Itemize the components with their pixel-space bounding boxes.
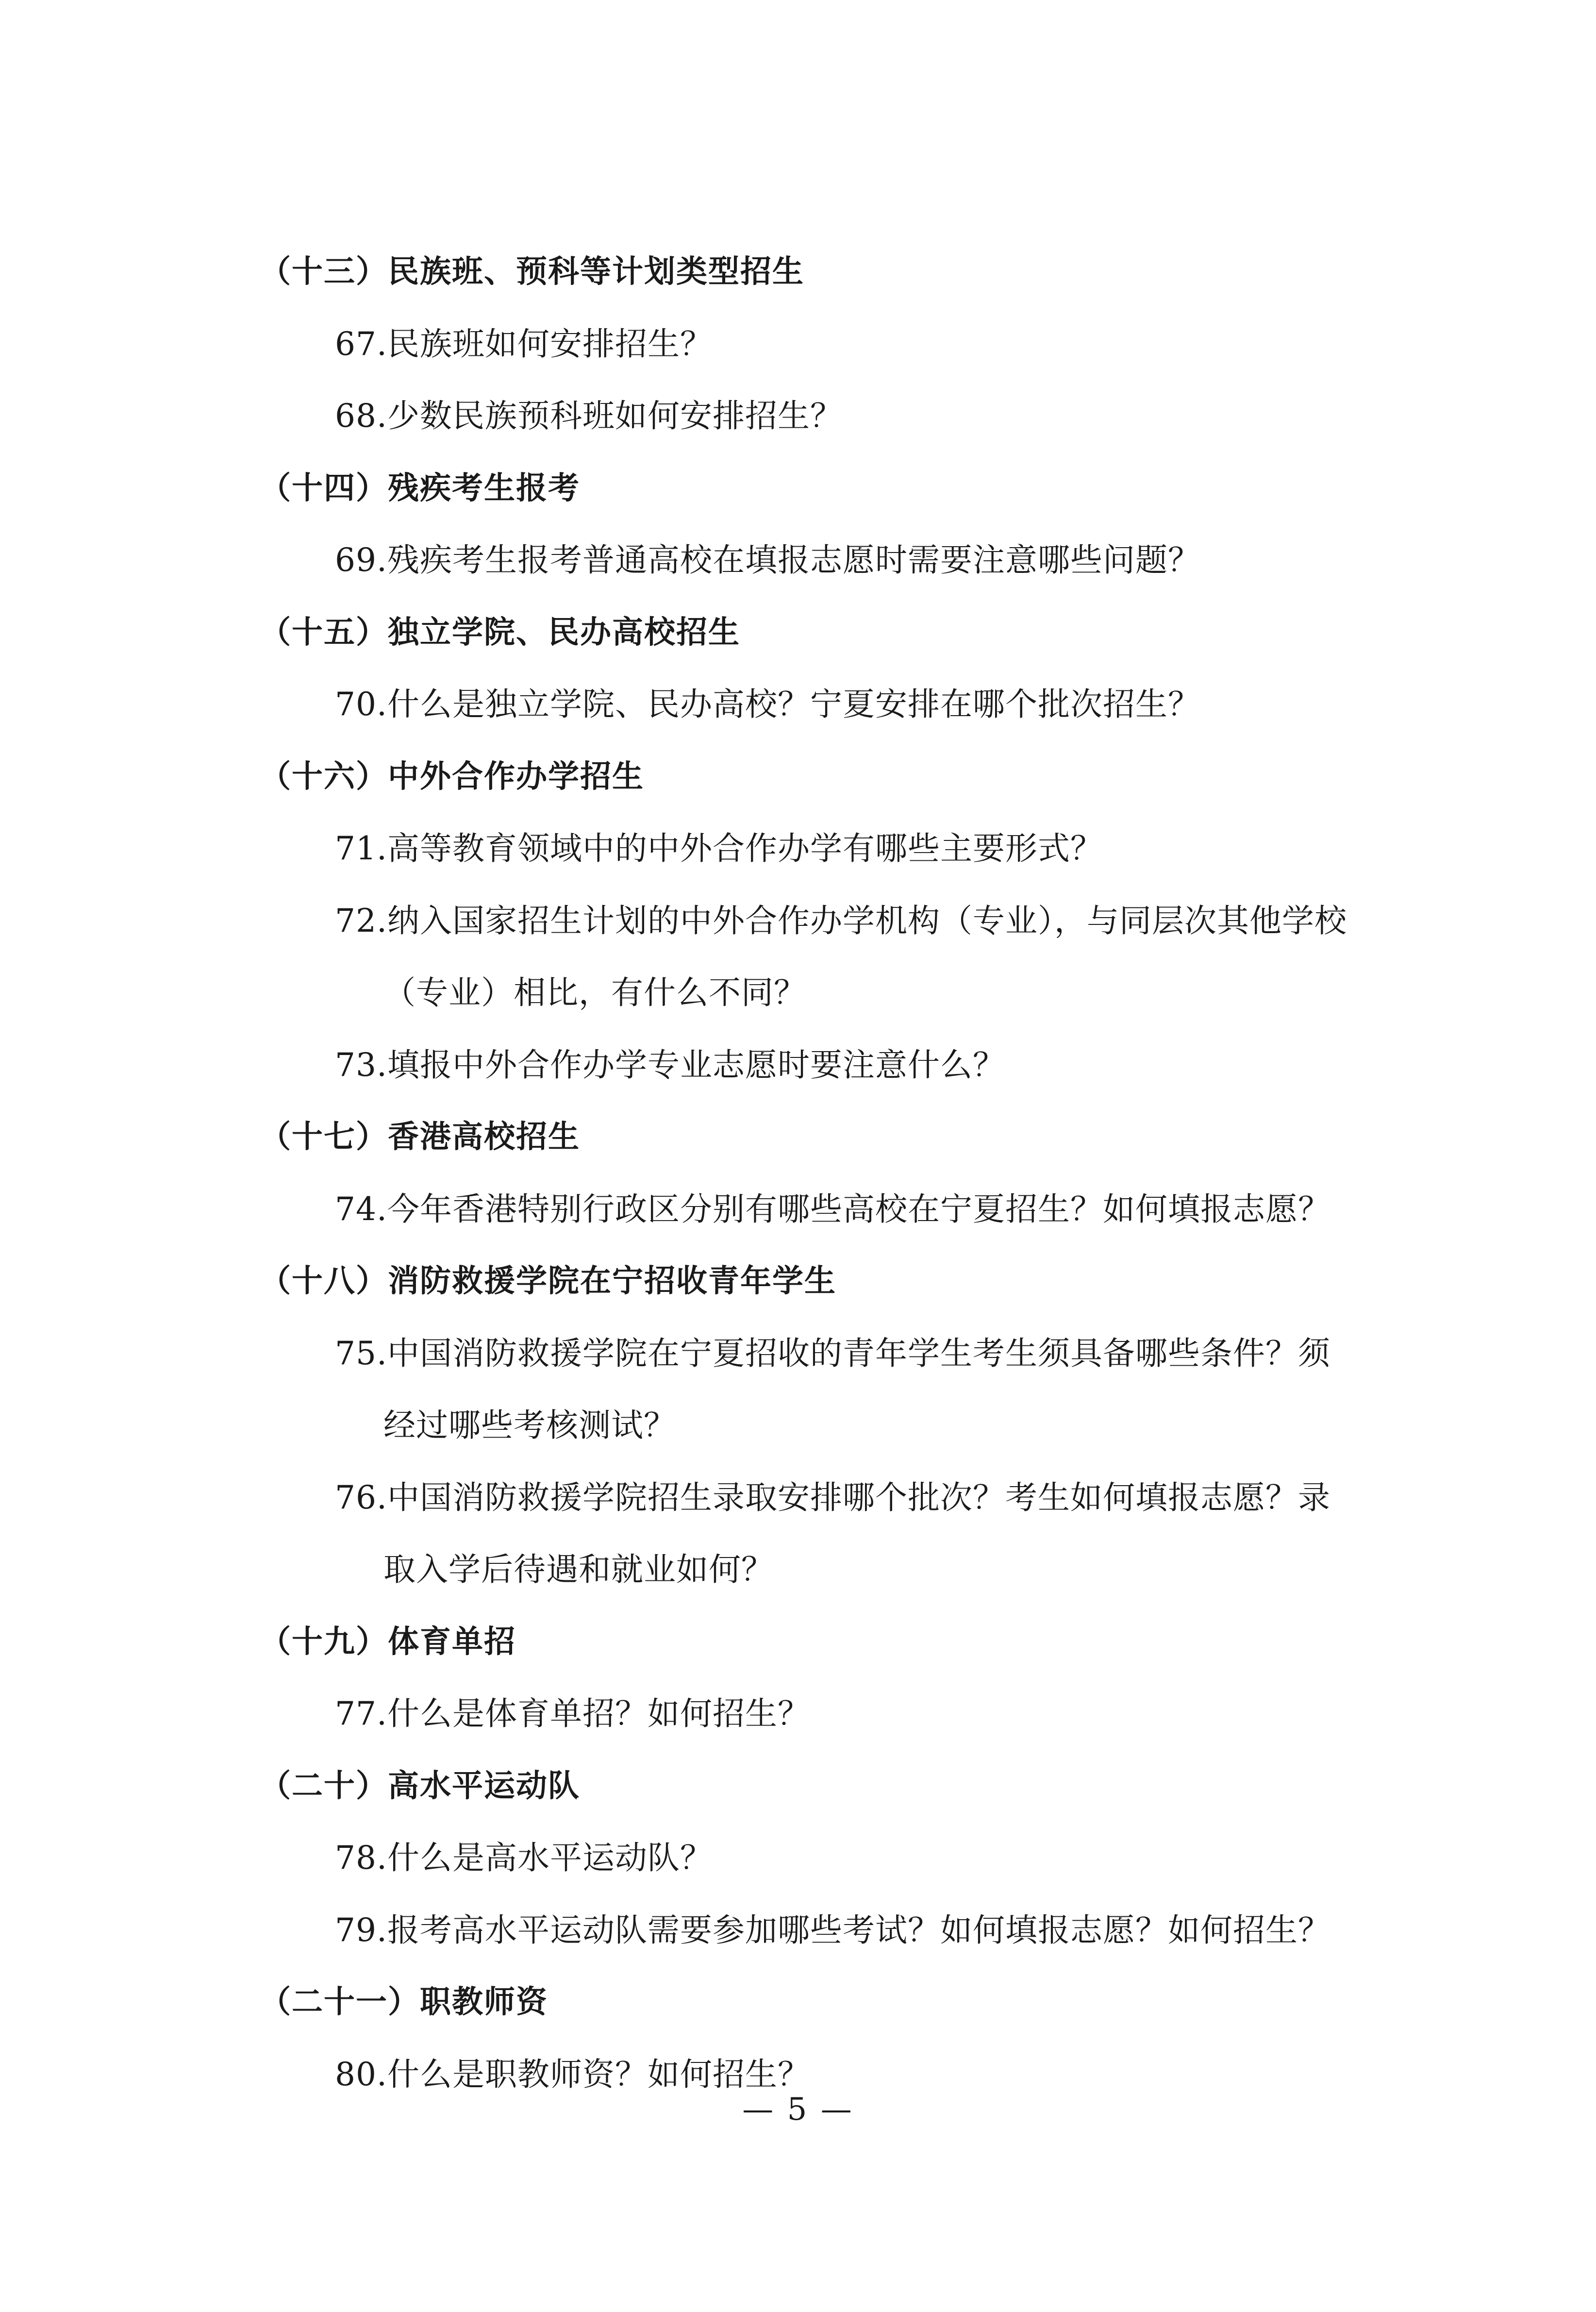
question-item: 67.民族班如何安排招生？ [335,325,713,363]
question-item-continuation: 经过哪些考核测试？ [383,1407,676,1444]
section-heading: （十三）民族班、预科等计划类型招生 [260,254,804,290]
section-heading: （十五）独立学院、民办高校招生 [260,614,740,651]
section-heading: （十四）残疾考生报考 [260,470,580,506]
section-heading: （十九）体育单招 [260,1624,516,1660]
question-item: 74.今年香港特别行政区分别有哪些高校在宁夏招生？如何填报志愿？ [335,1190,1330,1228]
question-item: 79.报考高水平运动队需要参加哪些考试？如何填报志愿？如何招生？ [335,1911,1330,1949]
question-item: 70.什么是独立学院、民办高校？宁夏安排在哪个批次招生？ [335,686,1200,723]
question-item: 68.少数民族预科班如何安排招生？ [335,397,843,435]
question-item: 71.高等教育领域中的中外合作办学有哪些主要形式？ [335,830,1103,867]
question-item: 75.中国消防救援学院在宁夏招收的青年学生考生须具备哪些条件？须 [335,1334,1330,1372]
section-heading: （十八）消防救援学院在宁招收青年学生 [260,1263,836,1299]
question-item-continuation: （专业）相比，有什么不同？ [383,974,806,1011]
question-item: 72.纳入国家招生计划的中外合作办学机构（专业），与同层次其他学校 [335,902,1347,939]
question-item: 76.中国消防救援学院招生录取安排哪个批次？考生如何填报志愿？录 [335,1478,1330,1516]
page-number: — 5 — [742,2092,854,2128]
section-heading: （十七）香港高校招生 [260,1119,580,1155]
question-item: 77.什么是体育单招？如何招生？ [335,1695,810,1732]
question-item: 69.残疾考生报考普通高校在填报志愿时需要注意哪些问题？ [335,541,1200,579]
section-heading: （二十一）职教师资 [260,1984,548,2020]
question-item: 78.什么是高水平运动队？ [335,1839,713,1876]
section-heading: （二十）高水平运动队 [260,1768,580,1804]
question-item: 80.什么是职教师资？如何招生？ [335,2055,810,2093]
section-heading: （十六）中外合作办学招生 [260,758,644,795]
question-item: 73.填报中外合作办学专业志愿时要注意什么？ [335,1046,1005,1084]
question-item-continuation: 取入学后待遇和就业如何？ [383,1551,774,1588]
